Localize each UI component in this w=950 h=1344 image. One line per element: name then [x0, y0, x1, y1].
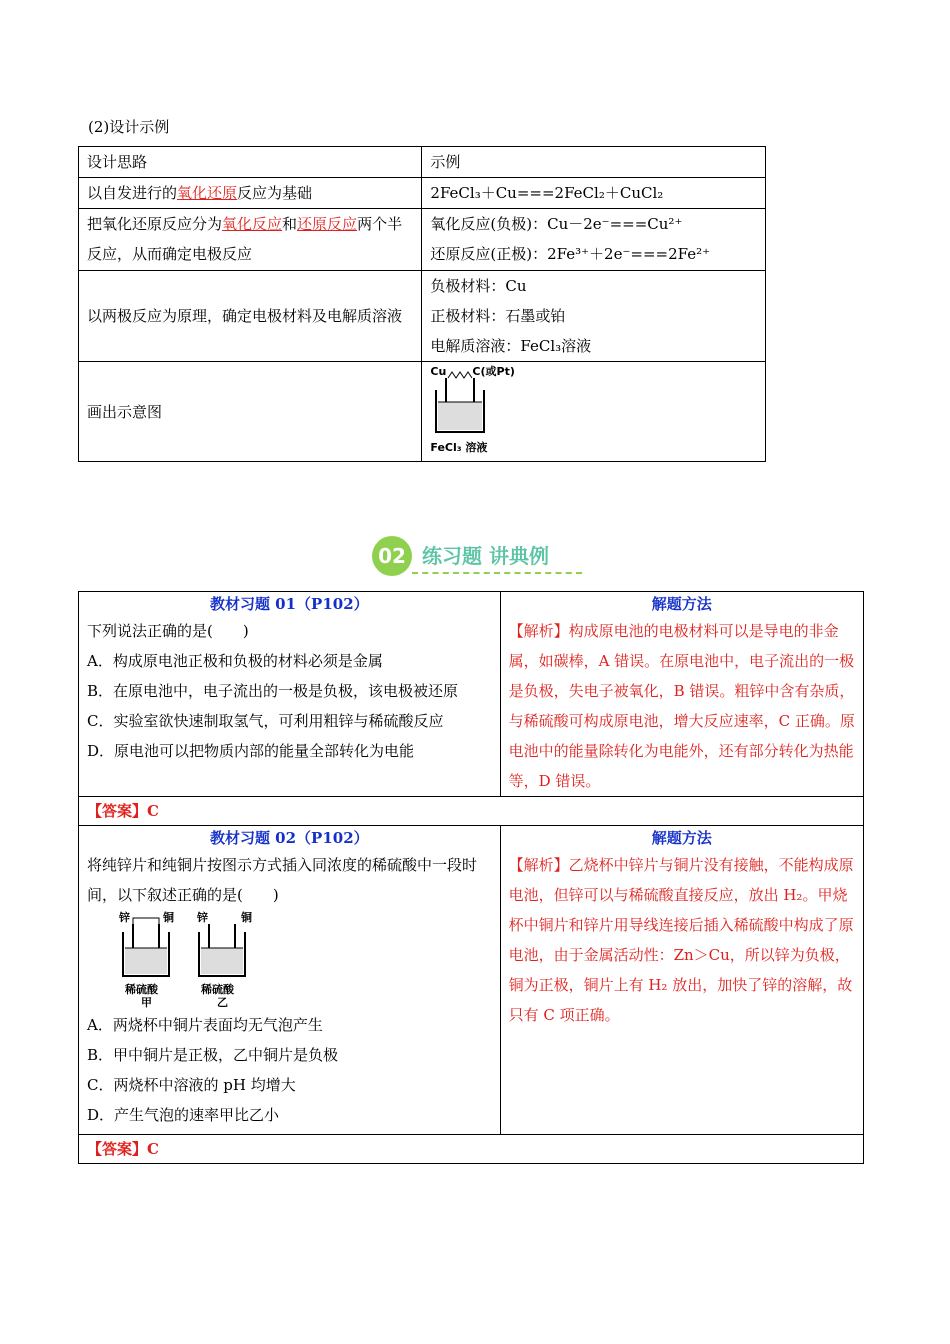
banner-underline [412, 572, 582, 574]
row4-left: 画出示意图 [79, 362, 422, 462]
ex2-question: 将纯锌片和纯铜片按图示方式插入同浓度的稀硫酸中一段时间，以下叙述正确的是( ) [87, 856, 478, 904]
oxidation-link: 氧化反应 [222, 215, 283, 233]
reduction-link: 还原反应 [297, 215, 358, 233]
fig-zinc-b: 锌 [197, 911, 208, 924]
row3-right: 负极材料：Cu 正极材料：石墨或铂 电解质溶液：FeCl₃溶液 [422, 271, 766, 362]
row1-left: 以自发进行的氧化还原反应为基础 [79, 178, 422, 209]
ex2-answer: 【答案】C [79, 1135, 864, 1164]
fig-label-a: 甲 [141, 996, 152, 1009]
ex1-answer: 【答案】C [79, 797, 864, 826]
ex1-option-d: D．原电池可以把物质内部的能量全部转化为电能 [87, 742, 415, 760]
ex1-analysis: 【解析】构成原电池的电极材料可以是导电的非金属，如碳棒，A 错误。在原电池中，电子流出的一极是负极，失电子被氧化，B 错误。粗锌中含有杂质，与稀硫酸可构成原电池，增大反应速率，C 正确。原电池中的能量除转化为电能外，还有部分转化为热能等，D 错误。 [508, 622, 855, 790]
ex1-question: 下列说法正确的是( ) [87, 622, 249, 640]
ex1-option-c: C．实验室欲快速制取氢气，可利用粗锌与稀硫酸反应 [87, 712, 444, 730]
redox-link: 氧化还原 [177, 184, 238, 202]
header-design-idea: 设计思路 [79, 147, 422, 178]
ex1-title: 教材习题 01（P102） [209, 595, 369, 613]
ex1-option-a: A．构成原电池正极和负极的材料必须是金属 [87, 652, 383, 670]
ex1-method-title: 解题方法 [651, 595, 712, 613]
banner-number: 02 [372, 536, 412, 576]
galvanic-cell-diagram [426, 362, 546, 442]
ex2-method-title: 解题方法 [651, 829, 712, 847]
beakers-diagram [115, 910, 275, 986]
section-title: (2)设计示例 [88, 118, 170, 136]
ex2-option-a: A．两烧杯中铜片表面均无气泡产生 [87, 1016, 323, 1034]
fig-copper-b: 铜 [241, 911, 252, 924]
exercise-table [78, 591, 864, 1164]
fig-acid-b: 稀硫酸 [201, 983, 234, 996]
ex2-option-b: B．甲中铜片是正极，乙中铜片是负极 [87, 1046, 339, 1064]
fig-zinc-a: 锌 [119, 911, 130, 924]
diagram-c-label: C(或Pt) [472, 365, 515, 378]
fig-label-b: 乙 [217, 996, 228, 1009]
ex1-question-cell [79, 592, 501, 797]
ex2-option-d: D．产生气泡的速率甲比乙小 [87, 1106, 280, 1124]
section-banner [372, 530, 582, 578]
ex2-analysis: 【解析】乙烧杯中锌片与铜片没有接触，不能构成原电池，但锌可以与稀硫酸直接反应，放出 H₂。甲烧杯中铜片和锌片用导线连接后插入稀硫酸中构成了原电池，由于金属活动性：Zn＞Cu，所以锌为负极，铜为正极，铜片上有 H₂ 放出，加快了锌的溶解，故只有 C 项正确。 [508, 856, 854, 1024]
row1-right: 2FeCl₃＋Cu===2FeCl₂＋CuCl₂ [422, 178, 766, 209]
ex2-figure [115, 910, 275, 1010]
ex1-option-b: B．在原电池中，电子流出的一极是负极，该电极被还原 [87, 682, 459, 700]
diagram-solution-label: FeCl₃ 溶液 [430, 441, 488, 454]
row2-right: 氧化反应(负极)：Cu－2e⁻===Cu²⁺ 还原反应(正极)：2Fe³⁺＋2e⁻===2Fe²⁺ [422, 209, 766, 271]
diagram-cu-label: Cu [430, 365, 447, 378]
fig-copper-a: 铜 [163, 911, 174, 924]
row2-left: 把氧化还原反应分为氧化反应和还原反应两个半反应，从而确定电极反应 [79, 209, 422, 271]
fig-acid-a: 稀硫酸 [125, 983, 158, 996]
design-table [78, 146, 766, 462]
header-example: 示例 [422, 147, 766, 178]
banner-title: 练习题 讲典例 [422, 544, 549, 568]
ex1-method-cell [500, 592, 863, 797]
ex2-title: 教材习题 02（P102） [209, 829, 369, 847]
row4-right [422, 362, 766, 462]
ex2-question-cell [79, 826, 501, 1135]
ex2-method-cell [500, 826, 863, 1135]
ex2-option-c: C．两烧杯中溶液的 pH 均增大 [87, 1076, 296, 1094]
row3-left: 以两极反应为原理，确定电极材料及电解质溶液 [79, 271, 422, 362]
